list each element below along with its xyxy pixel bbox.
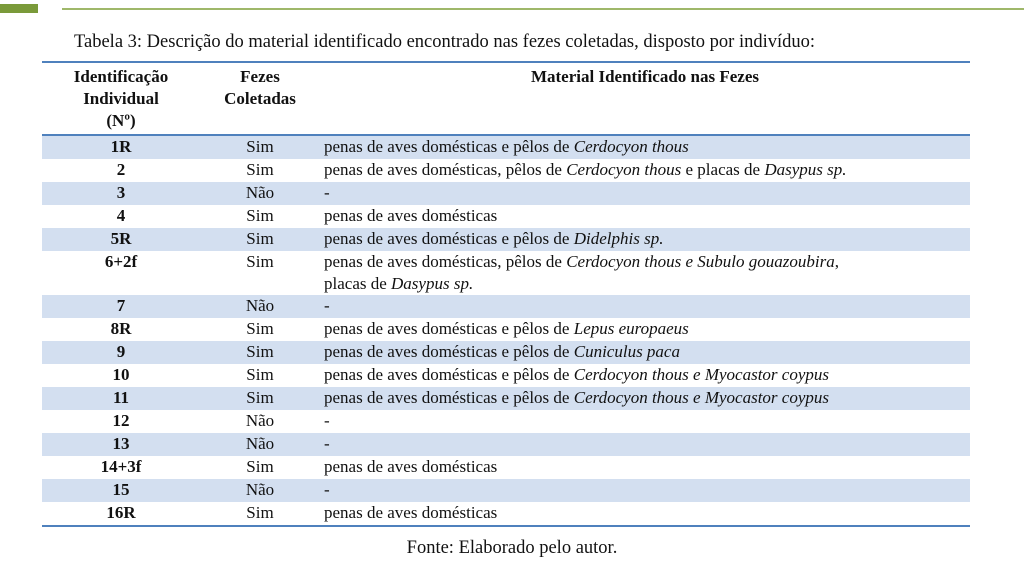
cell-individual-id: 15 bbox=[42, 479, 200, 502]
table-row bbox=[42, 135, 970, 159]
material-text: penas de aves domésticas, pêlos de bbox=[324, 160, 567, 179]
material-text: penas de aves domésticas e pêlos de bbox=[324, 319, 574, 338]
material-text: - bbox=[324, 183, 330, 202]
material-text: placas de bbox=[324, 274, 392, 293]
table-row bbox=[42, 182, 970, 205]
material-text: e placas de bbox=[681, 160, 765, 179]
table-header-row bbox=[42, 62, 970, 135]
table-source: Fonte: Elaborado pelo autor. bbox=[406, 538, 618, 558]
cell-feces-collected: Não bbox=[200, 182, 320, 205]
header-feces-collected: Fezes Coletadas bbox=[200, 62, 320, 135]
cell-individual-id: 2 bbox=[116, 160, 126, 179]
cell-individual-id: 8R bbox=[110, 319, 132, 338]
cell-feces-collected: Não bbox=[200, 295, 320, 318]
header-material: Material Identificado nas Fezes bbox=[320, 62, 970, 135]
table-row bbox=[42, 251, 970, 295]
cell-individual-id: 12 bbox=[112, 411, 130, 430]
cell-individual-id: 9 bbox=[42, 341, 200, 364]
table-row bbox=[42, 433, 970, 456]
cell-individual-id: 4 bbox=[116, 206, 126, 225]
table-row bbox=[42, 295, 970, 318]
cell-feces-collected: Sim bbox=[246, 252, 274, 271]
material-text: penas de aves domésticas e pêlos de bbox=[324, 229, 574, 248]
feces-material-table bbox=[42, 61, 970, 527]
material-text: penas de aves domésticas e pêlos de bbox=[324, 342, 574, 361]
cell-individual-id: 3 bbox=[42, 182, 200, 205]
material-text: - bbox=[324, 296, 330, 315]
table-row bbox=[42, 318, 970, 341]
cell-material bbox=[320, 341, 970, 364]
table-row bbox=[42, 387, 970, 410]
cell-material bbox=[320, 479, 970, 502]
table-row bbox=[42, 456, 970, 479]
material-text: - bbox=[324, 434, 330, 453]
cell-feces-collected: Não bbox=[200, 479, 320, 502]
cell-material bbox=[320, 410, 970, 433]
cell-feces-collected: Sim bbox=[200, 135, 320, 159]
species-name: Cerdocyon thous e Subulo gouazoubira bbox=[566, 252, 835, 271]
table-row bbox=[42, 410, 970, 433]
slide-accent-bar bbox=[0, 4, 38, 13]
cell-material bbox=[320, 318, 970, 341]
material-text: , bbox=[834, 252, 839, 271]
species-name: Dasypus sp. bbox=[764, 160, 847, 179]
table-row bbox=[42, 205, 970, 228]
cell-material bbox=[320, 433, 970, 456]
cell-material bbox=[320, 205, 970, 228]
cell-individual-id: 14+3f bbox=[100, 457, 142, 476]
cell-feces-collected: Sim bbox=[200, 341, 320, 364]
cell-feces-collected: Não bbox=[200, 433, 320, 456]
species-name: Lepus europaeus bbox=[573, 319, 689, 338]
species-name: Didelphis sp. bbox=[573, 229, 664, 248]
cell-feces-collected: Sim bbox=[246, 365, 274, 384]
slide-top-rule bbox=[62, 8, 1024, 10]
material-text: penas de aves domésticas e pêlos de bbox=[324, 137, 574, 156]
cell-feces-collected: Sim bbox=[246, 503, 274, 522]
material-text: penas de aves domésticas bbox=[324, 206, 498, 225]
table-row bbox=[42, 364, 970, 387]
cell-feces-collected: Não bbox=[245, 411, 275, 430]
table-row bbox=[42, 341, 970, 364]
cell-feces-collected: Sim bbox=[246, 206, 274, 225]
cell-individual-id: 1R bbox=[42, 135, 200, 159]
cell-material bbox=[320, 228, 970, 251]
header-identification: Identificação Individual (Nº) bbox=[42, 62, 200, 135]
material-text: penas de aves domésticas bbox=[324, 503, 498, 522]
material-text: - bbox=[324, 411, 330, 430]
cell-material bbox=[320, 135, 970, 159]
cell-material bbox=[320, 502, 970, 526]
material-text: - bbox=[324, 480, 330, 499]
species-name: Cuniculus paca bbox=[573, 342, 680, 361]
cell-individual-id: 6+2f bbox=[104, 252, 138, 271]
cell-feces-collected: Sim bbox=[246, 160, 274, 179]
table-row bbox=[42, 479, 970, 502]
species-name: Cerdocyon thous bbox=[566, 160, 682, 179]
material-text: penas de aves domésticas e pêlos de bbox=[324, 388, 574, 407]
cell-material bbox=[320, 364, 970, 387]
table-body bbox=[42, 135, 970, 526]
cell-material bbox=[320, 251, 970, 295]
material-text: penas de aves domésticas bbox=[324, 457, 498, 476]
species-name: Dasypus sp. bbox=[391, 274, 474, 293]
species-name: Cerdocyon thous bbox=[573, 137, 689, 156]
cell-feces-collected: Sim bbox=[246, 457, 274, 476]
species-name: Cerdocyon thous e Myocastor coypus bbox=[573, 365, 829, 384]
cell-material bbox=[320, 456, 970, 479]
cell-material bbox=[320, 159, 970, 182]
table-row bbox=[42, 502, 970, 526]
table-row bbox=[42, 159, 970, 182]
cell-material bbox=[320, 295, 970, 318]
table-row bbox=[42, 228, 970, 251]
cell-individual-id: 7 bbox=[42, 295, 200, 318]
species-name: Cerdocyon thous e Myocastor coypus bbox=[573, 388, 829, 407]
table-caption: Tabela 3: Descrição do material identificado encontrado nas fezes coletadas, disposto por indivíduo: bbox=[74, 32, 816, 52]
cell-material bbox=[320, 182, 970, 205]
cell-feces-collected: Sim bbox=[246, 319, 274, 338]
cell-individual-id: 16R bbox=[106, 503, 136, 522]
cell-material bbox=[320, 387, 970, 410]
cell-individual-id: 10 bbox=[112, 365, 130, 384]
cell-feces-collected: Sim bbox=[200, 387, 320, 410]
cell-individual-id: 11 bbox=[42, 387, 200, 410]
material-text: penas de aves domésticas e pêlos de bbox=[324, 365, 574, 384]
cell-individual-id: 13 bbox=[42, 433, 200, 456]
material-text: penas de aves domésticas, pêlos de bbox=[324, 252, 567, 271]
cell-individual-id: 5R bbox=[42, 228, 200, 251]
cell-feces-collected: Sim bbox=[200, 228, 320, 251]
